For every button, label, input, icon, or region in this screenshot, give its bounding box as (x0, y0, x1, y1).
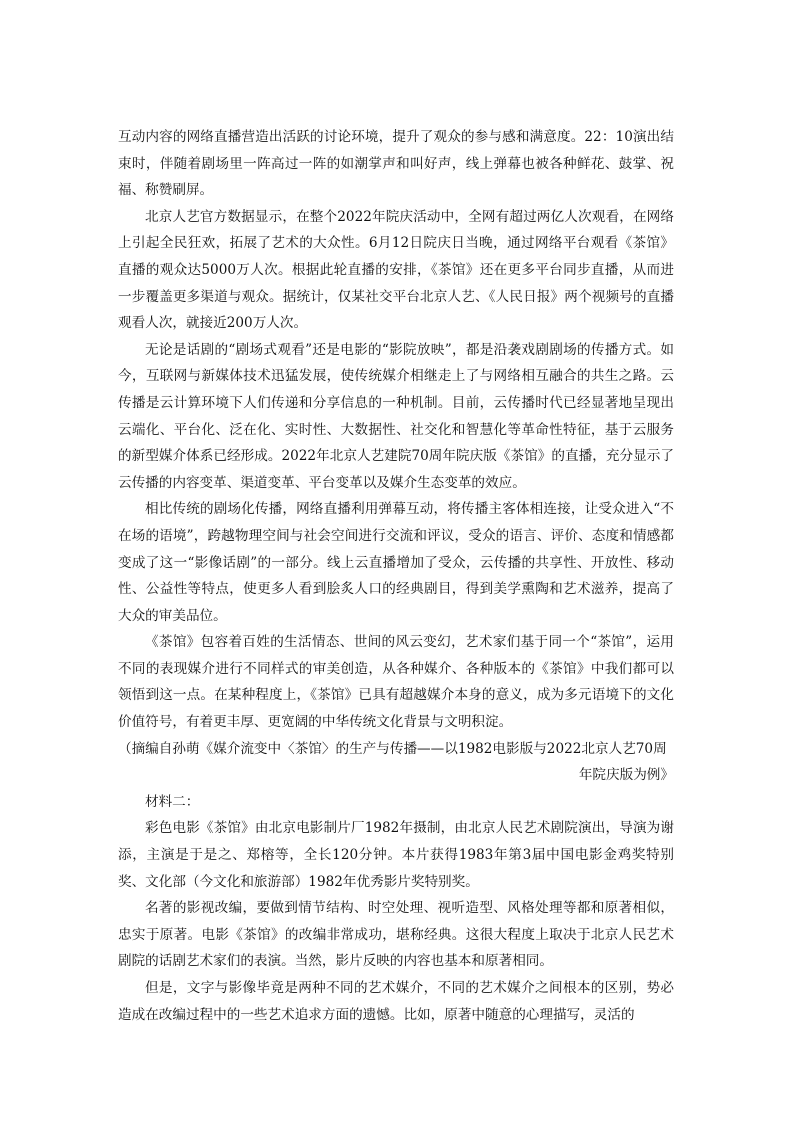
paragraph-live-interaction: 相比传统的剧场化传播，网络直播利用弹幕互动，将传播主客体相连接，让受众进入“不在场的语境”，跨越物理空间与社会空间进行交流和评议，受众的语言、评价、态度和情感都变成了这一“影像话剧”的一部分。线上云直播增加了受众，云传播的共享性、开放性、移动性、公益性等特点，使更多人看到脍炙人口的经典剧目，得到美学熏陶和艺术滋养，提高了大众的审美品位。 (118, 501, 674, 624)
material-paragraph-adaptation: 名著的影视改编，要做到情节结构、时空处理、视听造型、风格处理等都和原著相似，忠实于原著。电影《茶馆》的改编非常成功，堪称经典。这很大程度上取决于北京人民艺术剧院的话剧艺术家们的表演。当然，影片反映的内容也基本和原著相同。 (118, 900, 674, 970)
source-citation-line1: （摘编自孙萌《媒介流变中〈茶馆〉的生产与传播——以1982电影版与2022北京人艺70周 (118, 740, 667, 757)
paragraph-viewership-data: 北京人艺官方数据显示，在整个2022年院庆活动中，全网有超过两亿人次观看，在网络上引起全民狂欢，拓展了艺术的大众性。6月12日院庆日当晚，通过网络平台观看《茶馆》直播的观众达5000万人次。根据此轮直播的安排，《茶馆》还在更多平台同步直播，从而进一步覆盖更多渠道与观众。据统计，仅某社交平台北京人艺、《人民日报》两个视频号的直播观看人次，就接近200万人次。 (118, 208, 674, 332)
source-citation-line2: 年院庆版为例》 (578, 767, 674, 784)
paragraph-cloud-communication: 无论是话剧的“剧场式观看”还是电影的“影院放映”，都是沿袭戏剧剧场的传播方式。如今，互联网与新媒体技术迅猛发展，使传统媒介相继走上了与网络相互融合的共生之路。云传播是云计算环境下人们传递和分享信息的一种机制。目前，云传播时代已经显著地呈现出云端化、平台化、泛在化、实时性、大数据性、社交化和智慧化等革命性特征，基于云服务的新型媒介体系已经形成。2022年北京人艺建院70周年院庆版《茶馆》的直播，充分显示了云传播的内容变革、渠道变革、平台变革以及媒介生态变革的效应。 (118, 341, 674, 491)
material-paragraph-film-info: 彩色电影《茶馆》由北京电影制片厂1982年摄制，由北京人民艺术剧院演出，导演为谢添，主演是于是之、郑榕等，全长120分钟。本片获得1983年第3届中国电影金鸡奖特别奖、文化部（今文化和旅游部）1982年优秀影片奖特别奖。 (118, 820, 674, 890)
document-page (118, 124, 674, 1028)
paragraph-cultural-symbol: 《茶馆》包容着百姓的生活情态、世间的风云变幻，艺术家们基于同一个“茶馆”，运用不同的表现媒介进行不同样式的审美创造，从各种媒介、各种版本的《茶馆》中我们都可以领悟到这一点。在某种程度上，《茶馆》已具有超越媒介本身的意义，成为多元语境下的文化价值符号，有着更丰厚、更宽阔的中华传统文化背景与文明积淀。 (118, 634, 674, 731)
material-paragraph-media-difference: 但是，文字与影像毕竟是两种不同的艺术媒介，不同的艺术媒介之间根本的区别，势必造成在改编过程中的一些艺术追求方面的遗憾。比如，原著中随意的心理描写，灵活的 (118, 980, 674, 1023)
material-two-label: 材料二： (145, 793, 200, 810)
paragraph-continuation: 互动内容的网络直播营造出活跃的讨论环境，提升了观众的参与感和满意度。22：10演出结束时，伴随着剧场里一阵高过一阵的如潮掌声和叫好声，线上弹幕也被各种鲜花、鼓掌、祝福、称赞刷屏。 (118, 129, 674, 199)
